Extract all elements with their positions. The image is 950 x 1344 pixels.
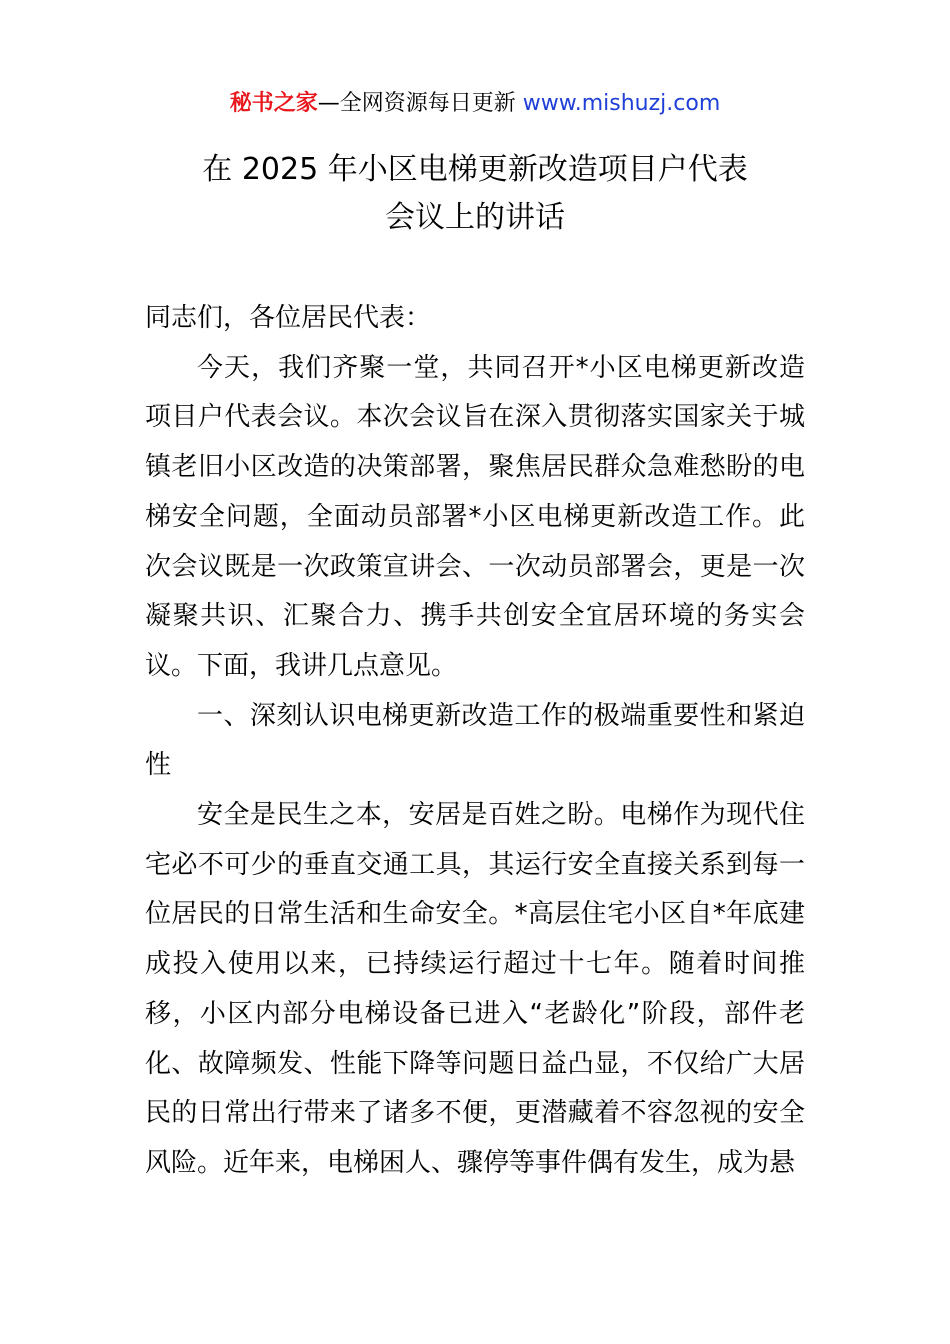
document-body [145, 294, 805, 1189]
section-heading-1: 一、深刻认识电梯更新改造工作的极端重要性和紧迫性 [145, 700, 805, 781]
salutation: 同志们，各位居民代表： [145, 303, 432, 333]
site-url-link[interactable]: www.mishuzj.com [522, 91, 721, 116]
document-title [0, 146, 950, 242]
title-line-1: 在 2025 年小区电梯更新改造项目户代表 [202, 152, 748, 187]
title-line-2: 会议上的讲话 [385, 200, 565, 235]
paragraph-safety: 安全是民生之本，安居是百姓之盼。电梯作为现代住宅必不可少的垂直交通工具，其运行安全直接关系到每一位居民的日常生活和生命安全。*高层住宅小区自*年底建成投入使用以来，已持续运行超过十七年。随着时间推移，小区内部分电梯设备已进入“老龄化”阶段，部件老化、故障频发、性能下降等问题日益凸显，不仅给广大居民的日常出行带来了诸多不便，更潜藏着不容忽视的安全风险。近年来，电梯困人、骤停等事件偶有发生，成为悬 [145, 800, 805, 1178]
paragraph-intro: 今天，我们齐聚一堂，共同召开*小区电梯更新改造项目户代表会议。本次会议旨在深入贯彻落实国家关于城镇老旧小区改造的决策部署，聚焦居民群众急难愁盼的电梯安全问题，全面动员部署*小区电梯更新改造工作。此次会议既是一次政策宣讲会、一次动员部署会，更是一次凝聚共识、汇聚合力、携手共创安全宜居环境的务实会议。下面，我讲几点意见。 [145, 352, 805, 681]
site-header [0, 86, 950, 122]
site-tagline: —全网资源每日更新 [317, 91, 523, 116]
site-brand: 秘书之家 [229, 91, 318, 116]
